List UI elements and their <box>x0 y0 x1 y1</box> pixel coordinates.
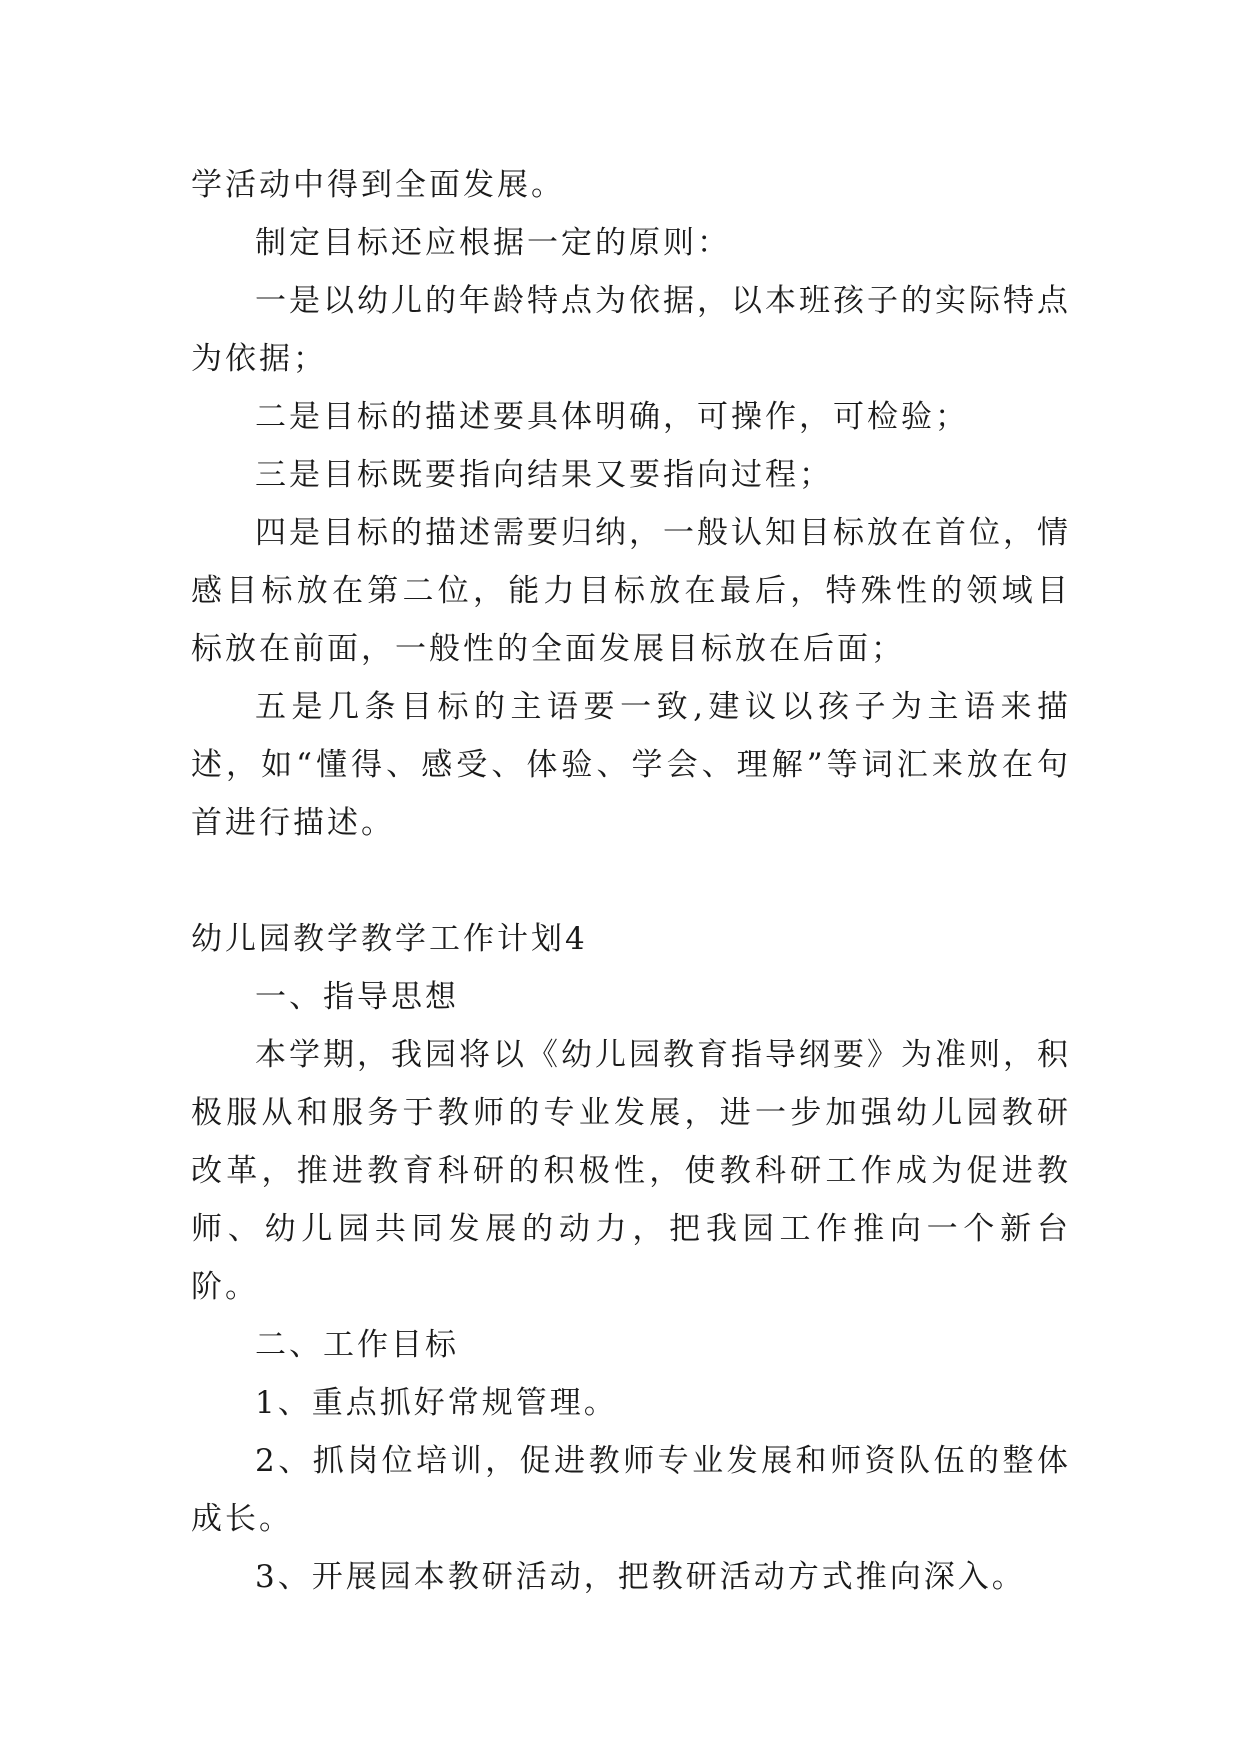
paragraph-2: 制定目标还应根据一定的原则： <box>255 225 731 261</box>
section-heading-work-goals: 二、工作目标 <box>255 1327 459 1363</box>
paragraph-3: 一是以幼儿的年龄特点为依据，以本班孩子的实际特点为依据； <box>191 283 1071 377</box>
paragraph-1: 学活动中得到全面发展。 <box>191 167 565 203</box>
goal-item-1: 1、重点抓好常规管理。 <box>255 1385 618 1421</box>
goal-item-2: 2、抓岗位培训，促进教师专业发展和师资队伍的整体成长。 <box>191 1443 1071 1537</box>
document-body <box>191 156 1071 1606</box>
paragraph-guiding-ideology: 本学期，我园将以《幼儿园教育指导纲要》为准则，积极服从和服务于教师的专业发展，进一步加强幼儿园教研改革，推进教育科研的积极性，使教科研工作成为促进教师、幼儿园共同发展的动力，把我园工作推向一个新台阶。 <box>191 1037 1071 1305</box>
section-title: 幼儿园教学教学工作计划4 <box>191 921 588 957</box>
paragraph-7: 五是几条目标的主语要一致,建议以孩子为主语来描述，如“懂得、感受、体验、学会、理解”等词汇来放在句首进行描述。 <box>191 689 1071 841</box>
section-heading-guiding-ideology: 一、指导思想 <box>255 979 459 1015</box>
paragraph-5: 三是目标既要指向结果又要指向过程； <box>255 457 833 493</box>
goal-item-3: 3、开展园本教研活动，把教研活动方式推向深入。 <box>255 1559 1026 1595</box>
paragraph-4: 二是目标的描述要具体明确，可操作，可检验； <box>255 399 969 435</box>
paragraph-6: 四是目标的描述需要归纳，一般认知目标放在首位，情感目标放在第二位，能力目标放在最后，特殊性的领域目标放在前面，一般性的全面发展目标放在后面； <box>191 515 1071 667</box>
